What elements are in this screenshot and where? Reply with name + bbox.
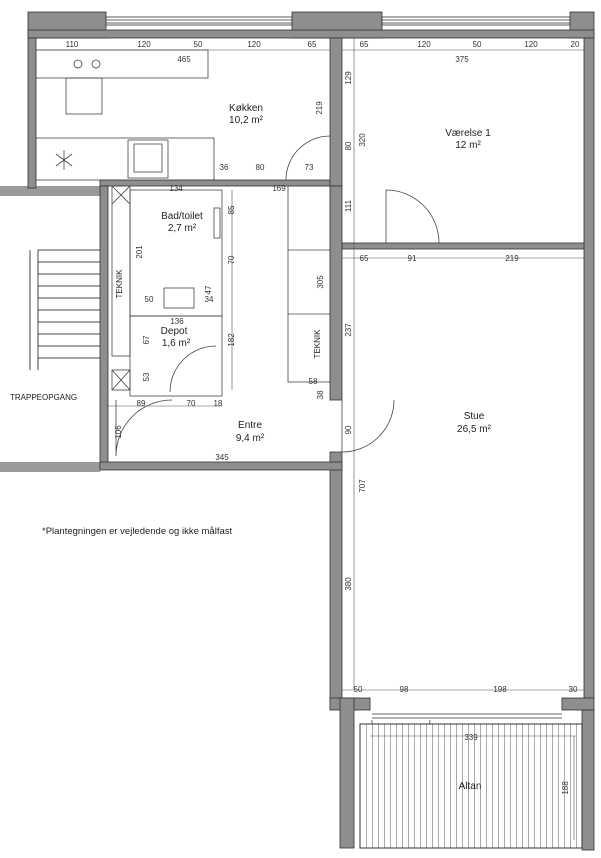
dim-label: 50 [472,40,482,49]
dim-label: 65 [359,40,369,49]
dim-label: 53 [142,372,151,382]
dimension-texts [66,40,580,795]
dim-label: 65 [307,40,317,49]
dim-label: 345 [215,453,229,462]
dim-label: 110 [65,40,79,49]
dim-label: 50 [193,40,203,49]
room-area-living: 26,5 m² [457,424,491,435]
dim-label: 111 [344,199,353,213]
dim-label: 80 [344,141,353,151]
dim-label: 80 [255,163,265,172]
dim-label: 219 [315,101,324,115]
room-name-living: Stue [463,411,485,422]
dim-label: 134 [169,184,183,193]
dim-label: 198 [493,685,507,694]
dim-label: 91 [407,254,417,263]
dim-label: 237 [344,323,353,337]
dim-label: 219 [505,254,519,263]
dim-label: 188 [561,781,570,795]
room-name-kitchen: Køkken [229,103,263,114]
room-name-balcony: Altan [458,781,482,792]
dim-label: 47 [204,285,213,295]
dim-label: 85 [227,205,236,215]
dim-label: 136 [170,317,184,326]
dim-label: 90 [344,425,353,435]
stairwell-label: TRAPPEOPGANG [10,393,78,402]
dim-label: 98 [399,685,409,694]
kitchen-fixtures [36,50,214,180]
dim-label: 38 [316,390,325,400]
stairs [30,250,100,370]
dim-label: 120 [524,40,538,49]
dim-label: 129 [344,71,353,85]
dim-label: 34 [204,295,214,304]
room-name-bedroom: Værelse 1 [445,128,491,139]
room-area-bathroom: 2,7 m² [167,223,197,234]
dim-label: 70 [227,255,236,265]
dim-label: 20 [570,40,580,49]
dim-label: 50 [144,295,154,304]
dim-label: 70 [186,399,196,408]
dim-label: 50 [353,685,363,694]
room-area-entry: 9,4 m² [235,433,265,444]
dim-label: 465 [177,55,191,64]
dim-label: 120 [137,40,151,49]
teknik-label-entry: TEKNIK [313,329,322,359]
doors [116,136,439,776]
room-labels [161,103,492,792]
dim-label: 89 [136,399,146,408]
dim-label: 320 [358,133,367,147]
dim-label: 65 [359,254,369,263]
dim-label: 201 [135,245,144,259]
room-name-entry: Entre [238,420,262,431]
room-area-kitchen: 10,2 m² [229,115,263,126]
room-name-depot: Depot [160,326,188,337]
dim-label: 67 [142,335,151,345]
dim-label: 120 [247,40,261,49]
dim-label: 182 [227,333,236,347]
room-area-depot: 1,6 m² [161,338,191,349]
room-name-bathroom: Bad/toilet [161,211,203,222]
dim-label: 375 [455,55,469,64]
dim-label: 18 [213,399,223,408]
dim-label: 106 [114,425,123,439]
teknik-label-bath: TEKNIK [115,269,124,299]
dim-label: 169 [272,184,286,193]
dim-label: 120 [417,40,431,49]
dim-label: 339 [464,733,478,742]
disclaimer-note: *Plantegningen er vejledende og ikke målfast [42,526,233,537]
dim-label: 707 [358,479,367,493]
stairwell [0,186,100,472]
dim-label: 58 [308,377,318,386]
dim-label: 380 [344,577,353,591]
dim-label: 305 [316,275,325,289]
dim-label: 30 [568,685,578,694]
dim-label: 73 [304,163,314,172]
room-area-bedroom: 12 m² [455,140,481,151]
dim-label: 36 [219,163,229,172]
